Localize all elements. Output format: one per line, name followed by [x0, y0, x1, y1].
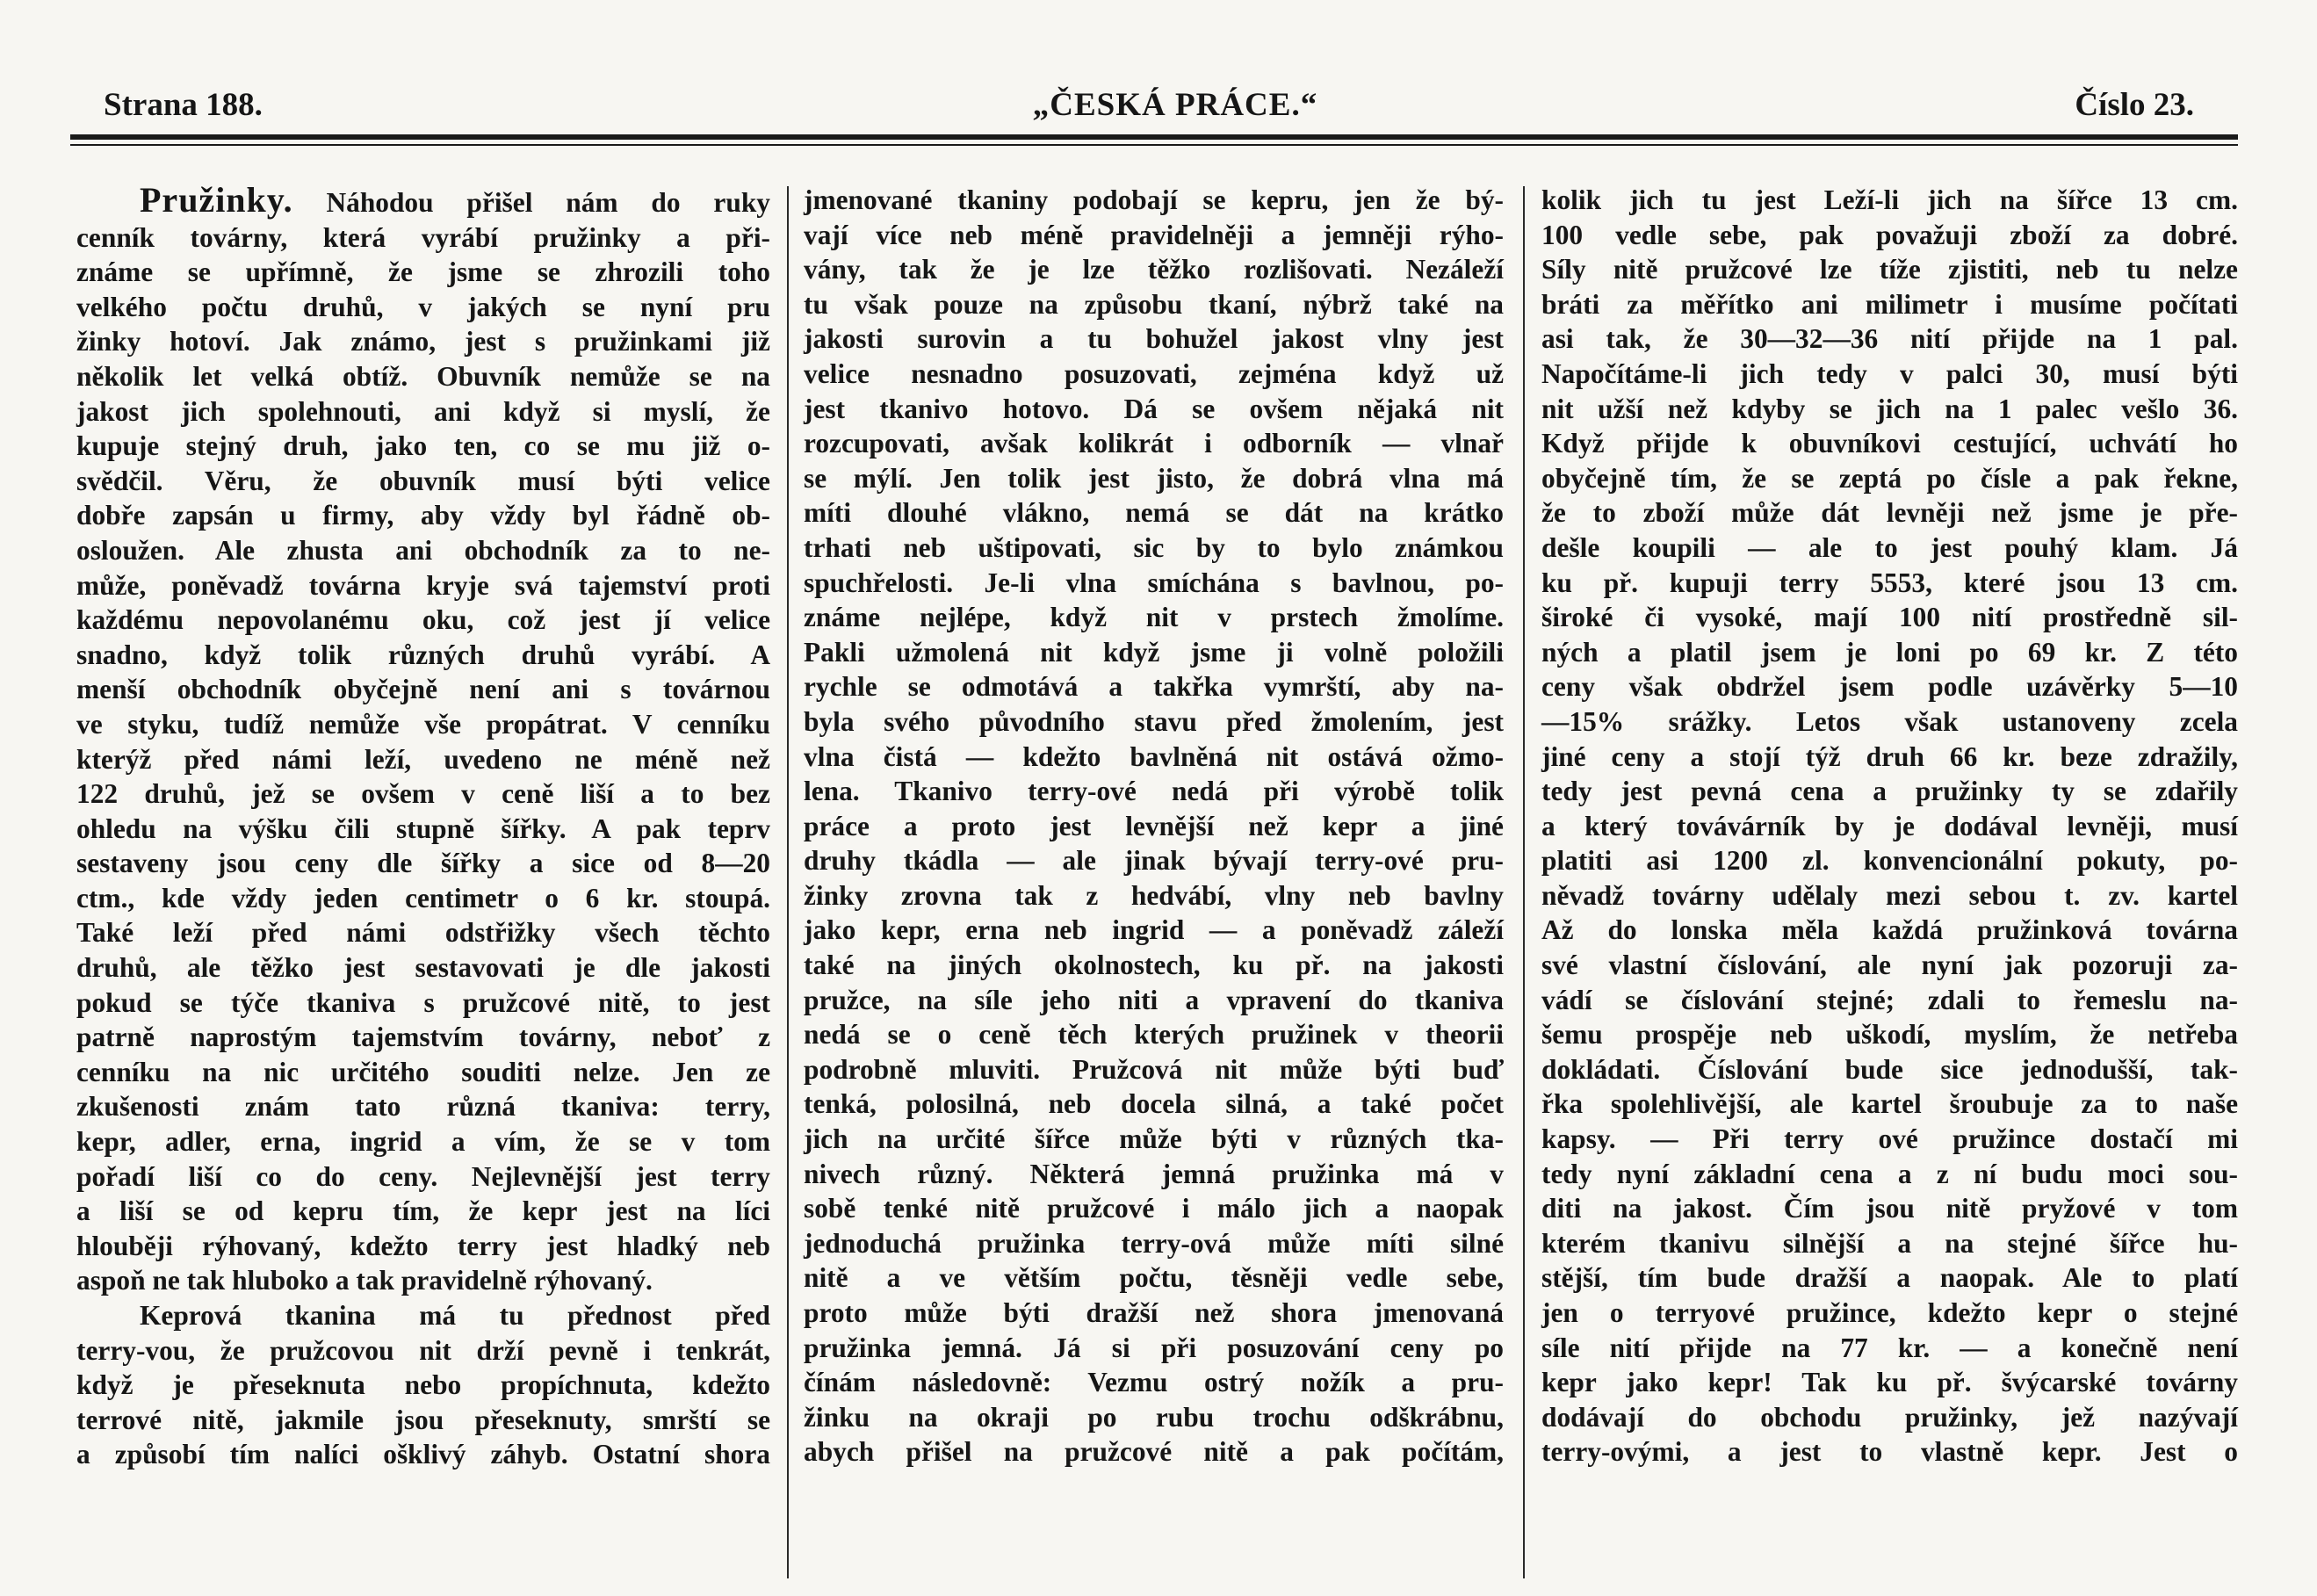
text-line: tedy nyní základní cena a z ní budu moci sou- — [1541, 1158, 2238, 1189]
text-line: žinky zrovna tak z hedvábí, vlny neb bavlny — [804, 879, 1504, 911]
text-line: kterýž před námi leží, uvedeno ne méně než — [76, 743, 770, 775]
text-line: ctm., kde vždy jeden centimetr o 6 kr. stoupá. — [76, 882, 770, 914]
article-column-1 — [76, 180, 770, 1472]
text-line: sestaveny jsou ceny dle šířky a sice od 8—20 — [76, 848, 770, 879]
text-line: rozcupovati, avšak kolikrát i odborník — vlnař — [804, 428, 1504, 459]
text-line: ku př. kupuji terry 5553, které jsou 13 cm. — [1541, 567, 2238, 598]
text-line: pružce, na síle jeho niti a vpravení do tkaniva — [804, 984, 1504, 1015]
text-line: se mýlí. Jen tolik jest jisto, že dobrá vlna má — [804, 462, 1504, 494]
text-line: jmenované tkaniny podobají se kepru, jen že bý- — [804, 184, 1504, 215]
text-line: jakosti surovin a tu bohužel jakost vlny jest — [804, 323, 1504, 355]
text-line: kapsy. — Při terry ové pružince dostačí mi — [1541, 1123, 2238, 1155]
text-line: že to zboží může dát levněji než jsme je pře- — [1541, 497, 2238, 529]
text-line: vány, tak že je lze těžko rozlišovati. Nezáleží — [804, 254, 1504, 285]
text-line: dobře zapsán u firmy, aby vždy byl řádně ob- — [76, 500, 770, 531]
text-line: něvadž továrny udělaly mezi sebou t. zv. kartel — [1541, 879, 2238, 911]
text-line: jakost jich spolehnouti, ani když si myslí, že — [76, 395, 770, 427]
column-divider-1 — [787, 186, 789, 1578]
text-line: osloužen. Ale zhusta ani obchodník za to ne- — [76, 534, 770, 566]
text-line-content: Náhodou přišel nám do ruky — [326, 187, 770, 218]
text-line: pokud se týče tkaniva s pružcové nitě, to jest — [76, 986, 770, 1018]
text-line: Napočítáme-li jich tedy v palci 30, musí býti — [1541, 357, 2238, 389]
text-line: platiti asi 1200 zl. konvencionální pokuty, po- — [1541, 845, 2238, 877]
text-line: míti dlouhé vlákno, nemá se dát na krátko — [804, 497, 1504, 529]
text-line: velice nesnadno posuzovati, zejména když už — [804, 357, 1504, 389]
text-line: může, poněvadž továrna kryje svá tajemství proti — [76, 569, 770, 601]
text-line: rychle se odmotává a takřka vymrští, aby na- — [804, 671, 1504, 703]
text-line: síle nití přijde na 77 kr. — a konečně není — [1541, 1332, 2238, 1363]
text-line: známe se upřímně, že jsme se zhrozili toho — [76, 256, 770, 288]
text-line: jiné ceny a stojí týž druh 66 kr. beze zdražily, — [1541, 740, 2238, 772]
text-line: jednoduchá pružinka terry-ová může míti silné — [804, 1227, 1504, 1259]
text-line: velkého počtu druhů, v jakých se nyní pru — [76, 291, 770, 322]
text-line: snadno, když tolik různých druhů vyrábí. A — [76, 639, 770, 670]
text-line: ve styku, tudíž nemůže vše propátrat. V cenníku — [76, 708, 770, 740]
text-line: trhati neb uštipovati, sic by to bylo známkou — [804, 531, 1504, 563]
text-line: kterém tkanivu silnější a na stejné šířce hu- — [1541, 1227, 2238, 1259]
text-line: Síly nitě pružcové lze tíže zjistiti, neb tu nelze — [1541, 254, 2238, 285]
text-line: několik let velká obtíž. Obuvník nemůže se na — [76, 360, 770, 392]
text-line: 100 vedle sebe, pak považuji zboží za dobré. — [1541, 219, 2238, 250]
text-line: pořadí liší co do ceny. Nejlevnější jest terry — [76, 1160, 770, 1192]
text-line: nit užší než kdyby se jich na 1 palec vešlo 36. — [1541, 393, 2238, 424]
text-line: dokládati. Číslování bude sice jednodušší, tak- — [1541, 1053, 2238, 1085]
article-column-2 — [804, 183, 1504, 1470]
text-line: cenníku na nic určitého souditi nelze. Jen ze — [76, 1056, 770, 1087]
text-line: ceny však obdržel jsem podle uzávěrky 5—10 — [1541, 671, 2238, 703]
text-line: každému nepovolanému oku, což jest jí velice — [76, 604, 770, 636]
text-line: pružinka jemná. Já si při posuzování ceny po — [804, 1332, 1504, 1363]
text-line: obyčejně tím, že se zeptá po čísle a pak řekne, — [1541, 462, 2238, 494]
text-line: práce a proto jest levnější než kepr a jiné — [804, 810, 1504, 841]
text-line: Pakli užmolená nit když jsme ji volně položili — [804, 636, 1504, 668]
text-line: vlna čistá — kdežto bavlněná nit ostává ožmo- — [804, 740, 1504, 772]
text-line: řka spolehlivější, ale kartel šroubuje za to naše — [1541, 1088, 2238, 1120]
text-line: sobě tenké nitě pružcové i málo jich a naopak — [804, 1193, 1504, 1224]
text-line: cenník továrny, která vyrábí pružinky a při- — [76, 221, 770, 253]
text-line: vádí se číslování stejné; zdali to řemeslu na- — [1541, 984, 2238, 1015]
text-line: jen o terryové pružince, kdežto kepr o stejné — [1541, 1297, 2238, 1328]
text-line: nivech různý. Některá jemná pružinka má v — [804, 1158, 1504, 1189]
text-line: proto může býti dražší než shora jmenovaná — [804, 1297, 1504, 1328]
text-line: byla svého původního stavu před žmolením, jest — [804, 705, 1504, 737]
issue-number: Číslo 23. — [2075, 87, 2194, 123]
column-divider-2 — [1523, 186, 1525, 1578]
page-number: Strana 188. — [104, 87, 263, 123]
text-line: jest tkanivo hotovo. Dá se ovšem nějaká nit — [804, 393, 1504, 424]
text-line: vají více neb méně pravidelněji a jemněji rýho- — [804, 219, 1504, 250]
text-line: spuchřelosti. Je-li vlna smíchána s bavlnou, po- — [804, 567, 1504, 598]
text-line: žinku na okraji po rubu trochu odškrábnu, — [804, 1401, 1504, 1433]
text-line: ných a platil jsem je loni po 69 kr. Z této — [1541, 636, 2238, 668]
text-line: diti na jakost. Čím jsou nitě pryžové v tom — [1541, 1193, 2238, 1224]
page-header — [104, 86, 2247, 139]
text-line: menší obchodník obyčejně není ani s továrnou — [76, 674, 770, 705]
text-line: šemu prospěje neb uškodí, myslím, že netřeba — [1541, 1019, 2238, 1051]
text-line: nitě a ve větším počtu, těsněji vedle sebe, — [804, 1262, 1504, 1294]
text-line: čínám následovně: Vezmu ostrý nožík a pru- — [804, 1367, 1504, 1398]
text-line: jich na určité šířce může býti v různých tka- — [804, 1123, 1504, 1155]
text-line: kepr jako kepr! Tak ku př. švýcarské továrny — [1541, 1367, 2238, 1398]
text-line: podrobně mluviti. Pružcová nit může býti buď — [804, 1053, 1504, 1085]
text-line: své vlastní číslování, ale nyní jak pozoruji za- — [1541, 950, 2238, 981]
text-line: široké či vysoké, mají 100 nití prostředně sil- — [1541, 602, 2238, 633]
text-line: kepr, adler, erna, ingrid a vím, že se v tom — [76, 1126, 770, 1158]
text-line: nedá se o ceně těch kterých pružinek v theorii — [804, 1019, 1504, 1051]
text-line: tedy jest pevná cena a pružinky ty se zdařily — [1541, 776, 2238, 807]
header-rule-thick — [70, 134, 2238, 140]
header-rule-thin — [70, 144, 2238, 146]
text-line: také na jiných okolnostech, ku př. na jakosti — [804, 950, 1504, 981]
text-line: zkušenosti znám tato různá tkaniva: terry, — [76, 1091, 770, 1123]
text-line: —15% srážky. Letos však ustanoveny zcela — [1541, 705, 2238, 737]
text-line: dešle koupili — ale to jest pouhý klam. Já — [1541, 531, 2238, 563]
text-line: ohledu na výšku čili stupně šířky. A pak teprv — [76, 812, 770, 844]
text-line: kolik jich tu jest Leží-li jich na šířce 13 cm. — [1541, 184, 2238, 215]
text-line: a liší se od kepru tím, že kepr jest na líci — [76, 1195, 770, 1227]
text-line: hlouběji rýhovaný, kdežto terry jest hladký neb — [76, 1230, 770, 1261]
text-line: aspoň ne tak hluboko a tak pravidelně rýhovaný. — [76, 1265, 653, 1296]
text-line: tenká, polosilná, neb docela silná, a také počet — [804, 1088, 1504, 1120]
article-title: Pružinky. — [140, 180, 293, 220]
text-line: známe nejlépe, když nit v prstech žmolíme. — [804, 602, 1504, 633]
text-line — [76, 180, 770, 220]
text-line: dodávají do obchodu pružinky, jež nazývají — [1541, 1401, 2238, 1433]
text-line: terry-vou, že pružcovou nit drží pevně i tenkrát, — [76, 1334, 770, 1366]
text-line: a způsobí tím nalíci ošklivý záhyb. Ostatní shora — [76, 1439, 770, 1470]
text-line: druhy tkádla — ale jinak bývají terry-ové pru- — [804, 845, 1504, 877]
text-line: když je přeseknuta nebo propíchnuta, kdežto — [76, 1369, 770, 1401]
article-column-3 — [1541, 183, 2238, 1470]
journal-title: „ČESKÁ PRÁCE.“ — [1032, 87, 1318, 123]
text-line: 122 druhů, jež se ovšem v ceně liší a to bez — [76, 778, 770, 810]
text-line: kupuje stejný druh, jako ten, co se mu již o- — [76, 430, 770, 462]
text-line: žinky hotoví. Jak známo, jest s pružinkami již — [76, 326, 770, 357]
text-line: terrové nitě, jakmile jsou přeseknuty, smrští se — [76, 1404, 770, 1435]
text-line: lena. Tkanivo terry-ové nedá při výrobě tolik — [804, 776, 1504, 807]
text-line: Keprová tkanina má tu přednost před — [140, 1300, 770, 1331]
text-line: abych přišel na pružcové nitě a pak počítám, — [804, 1436, 1504, 1468]
text-line: stější, tím bude dražší a naopak. Ale to platí — [1541, 1262, 2238, 1294]
text-line: tu však pouze na způsobu tkaní, nýbrž také na — [804, 288, 1504, 320]
text-line: svědčil. Věru, že obuvník musí býti velice — [76, 465, 770, 496]
text-line: druhů, ale těžko jest sestavovati je dle jakosti — [76, 952, 770, 984]
text-line: patrně naprostým tajemstvím továrny, neboť z — [76, 1022, 770, 1053]
text-line: bráti za měřítko ani milimetr i musíme počítati — [1541, 288, 2238, 320]
text-line: Když přijde k obuvníkovi cestující, uchvátí ho — [1541, 428, 2238, 459]
text-line: terry-ovými, a jest to vlastně kepr. Jest o — [1541, 1436, 2238, 1468]
text-line: jako kepr, erna neb ingrid — a poněvadž záleží — [804, 914, 1504, 946]
text-line: Až do lonska měla každá pružinková továrna — [1541, 914, 2238, 946]
text-line: a který továvárník by je dodával levněji, musí — [1541, 810, 2238, 841]
text-line: asi tak, že 30—32—36 nití přijde na 1 pal. — [1541, 323, 2238, 355]
text-line: Také leží před námi odstřižky všech těchto — [76, 917, 770, 949]
